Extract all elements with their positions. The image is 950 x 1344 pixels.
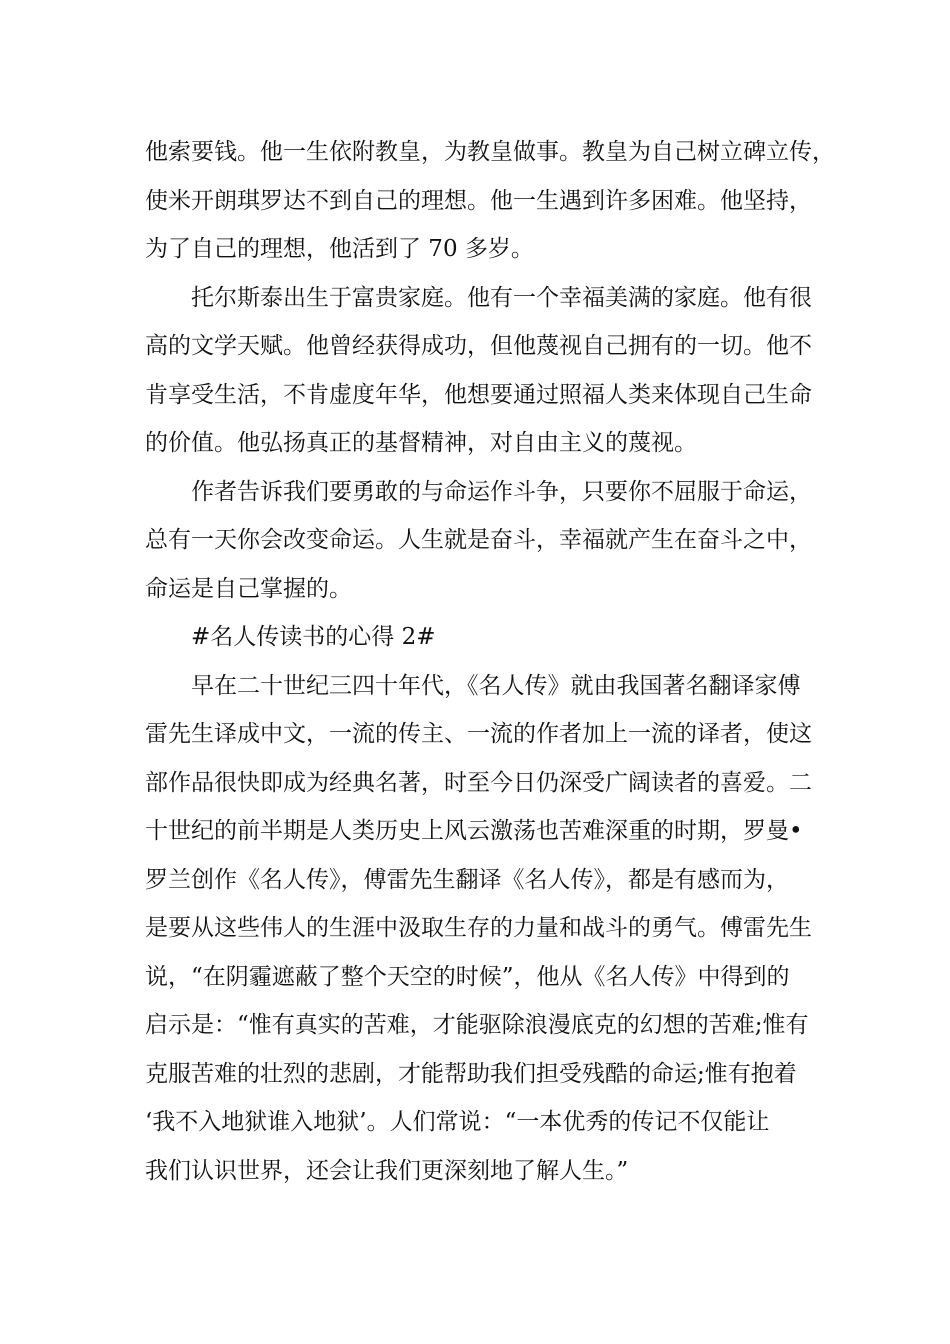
text-line: 托尔斯泰出生于富贵家庭。他有一个幸福美满的家庭。他有很 — [191, 284, 812, 311]
paragraph-michelangelo — [145, 128, 835, 274]
text-line: 罗兰创作《名人传》，傅雷先生翻译《名人传》，都是有感而为， — [145, 866, 789, 893]
text-line: 是要从这些伟人的生涯中汲取生存的力量和战斗的勇气。傅雷先生 — [145, 915, 812, 941]
text-line: 命运是自己掌握的。 — [145, 575, 352, 602]
section-heading-text: #名人传读书的心得 2# — [191, 624, 436, 650]
text-line: 克服苦难的壮烈的悲剧，才能帮助我们担受残酷的命运;惟有抱着 — [145, 1060, 797, 1087]
text-line: 早在二十世纪三四十年代，《名人传》就由我国著名翻译家傅 — [191, 672, 801, 699]
text-line: 使米开朗琪罗达不到自己的理想。他一生遇到许多困难。他坚持， — [145, 187, 812, 214]
text-line: 部作品很快即成为经典名著，时至今日仍深受广阔读者的喜爱。二 — [145, 769, 812, 796]
text-line: ‘我不入地狱谁入地狱’。人们常说：“一本优秀的传记不仅能让 — [145, 1109, 770, 1135]
text-line: 十世纪的前半期是人类历史上风云激荡也苦难深重的时期，罗曼• — [145, 818, 803, 844]
text-line: 为了自己的理想，他活到了 70 多岁。 — [145, 236, 534, 262]
document-body — [145, 128, 835, 1195]
text-line: 启示是：“惟有真实的苦难，才能驱除浪漫底克的幻想的苦难;惟有 — [145, 1012, 809, 1038]
paragraph-conclusion — [145, 468, 815, 614]
paragraph-fu-lei — [145, 662, 815, 1196]
text-line: 的价值。他弘扬真正的基督精神，对自由主义的蔑视。 — [145, 430, 697, 456]
text-line: 他索要钱。他一生依附教皇，为教皇做事。教皇为自己树立碑立传， — [145, 139, 835, 165]
text-line: 肯享受生活，不肯虚度年华，他想要通过照福人类来体现自己生命 — [145, 381, 812, 408]
text-line: 说，“在阴霾遮蔽了整个天空的时候”，他从《名人传》中得到的 — [145, 963, 790, 990]
section-heading — [145, 613, 815, 662]
text-line: 作者告诉我们要勇敢的与命运作斗争，只要你不屈服于命运， — [191, 478, 812, 505]
text-line: 我们认识世界，还会让我们更深刻地了解人生。” — [145, 1157, 629, 1184]
text-line: 总有一天你会改变命运。人生就是奋斗，幸福就产生在奋斗之中， — [145, 527, 812, 553]
text-line: 雷先生译成中文，一流的传主、一流的作者加上一流的译者，使这 — [145, 721, 812, 747]
paragraph-tolstoy — [145, 274, 815, 468]
text-line: 高的文学天赋。他曾经获得成功，但他蔑视自己拥有的一切。他不 — [145, 333, 812, 359]
